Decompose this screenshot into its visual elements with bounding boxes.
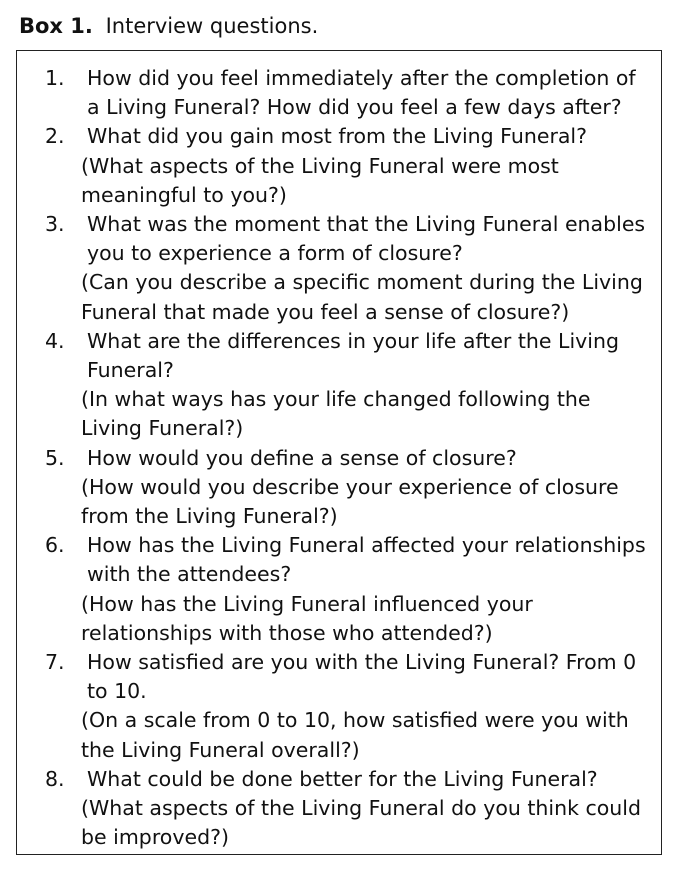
question-number: 5. [45,445,65,470]
question-number: 6. [45,533,65,558]
question-text: How satisfied are you with the Living Funeral? From 0 to 10. [87,650,637,704]
box-title: Interview questions. [105,14,319,38]
question-item-8 [17,765,661,853]
question-item-6 [17,531,661,648]
question-item-4 [17,327,661,444]
question-item-3 [17,210,661,327]
question-rephrasing: (How has the Living Funeral influenced your relationships with those who attended?) [81,591,533,645]
box-caption [19,12,318,40]
question-number: 3. [45,212,65,237]
question-rephrasing: (In what ways has your life changed following the Living Funeral?) [81,387,591,441]
box-label: Box 1. [19,14,93,38]
question-number: 7. [45,650,65,675]
question-rephrasing: (On a scale from 0 to 10, how satisfied were you with the Living Funeral overall?) [81,708,629,762]
question-number: 4. [45,328,65,353]
question-number: 2. [45,124,65,149]
question-text: How has the Living Funeral affected your relationships with the attendees? [87,533,646,587]
question-rephrasing: (What aspects of the Living Funeral do you think could be improved?) [81,796,641,850]
question-rephrasing: (Can you describe a specific moment during the Living Funeral that made you feel a sense of closure?) [81,270,643,324]
question-text: How did you feel immediately after the completion of a Living Funeral? How did you feel a few days after? [87,66,636,120]
questions-box [16,50,662,855]
question-list [17,64,661,852]
question-number: 1. [45,66,65,90]
question-item-5 [17,444,661,532]
question-item-2 [17,122,661,210]
question-text: What did you gain most from the Living Funeral? [87,124,588,149]
question-number: 8. [45,766,65,791]
question-item-7 [17,648,661,765]
question-text: How would you define a sense of closure? [87,445,517,470]
question-item-1 [17,64,661,122]
question-text: What was the moment that the Living Funeral enables you to experience a form of closure? [87,212,646,266]
question-rephrasing: (How would you describe your experience of closure from the Living Funeral?) [81,474,619,529]
question-text: What are the differences in your life after the Living Funeral? [87,328,619,383]
question-rephrasing: (What aspects of the Living Funeral were most meaningful to you?) [81,153,559,207]
question-text: What could be done better for the Living Funeral? [87,766,598,791]
